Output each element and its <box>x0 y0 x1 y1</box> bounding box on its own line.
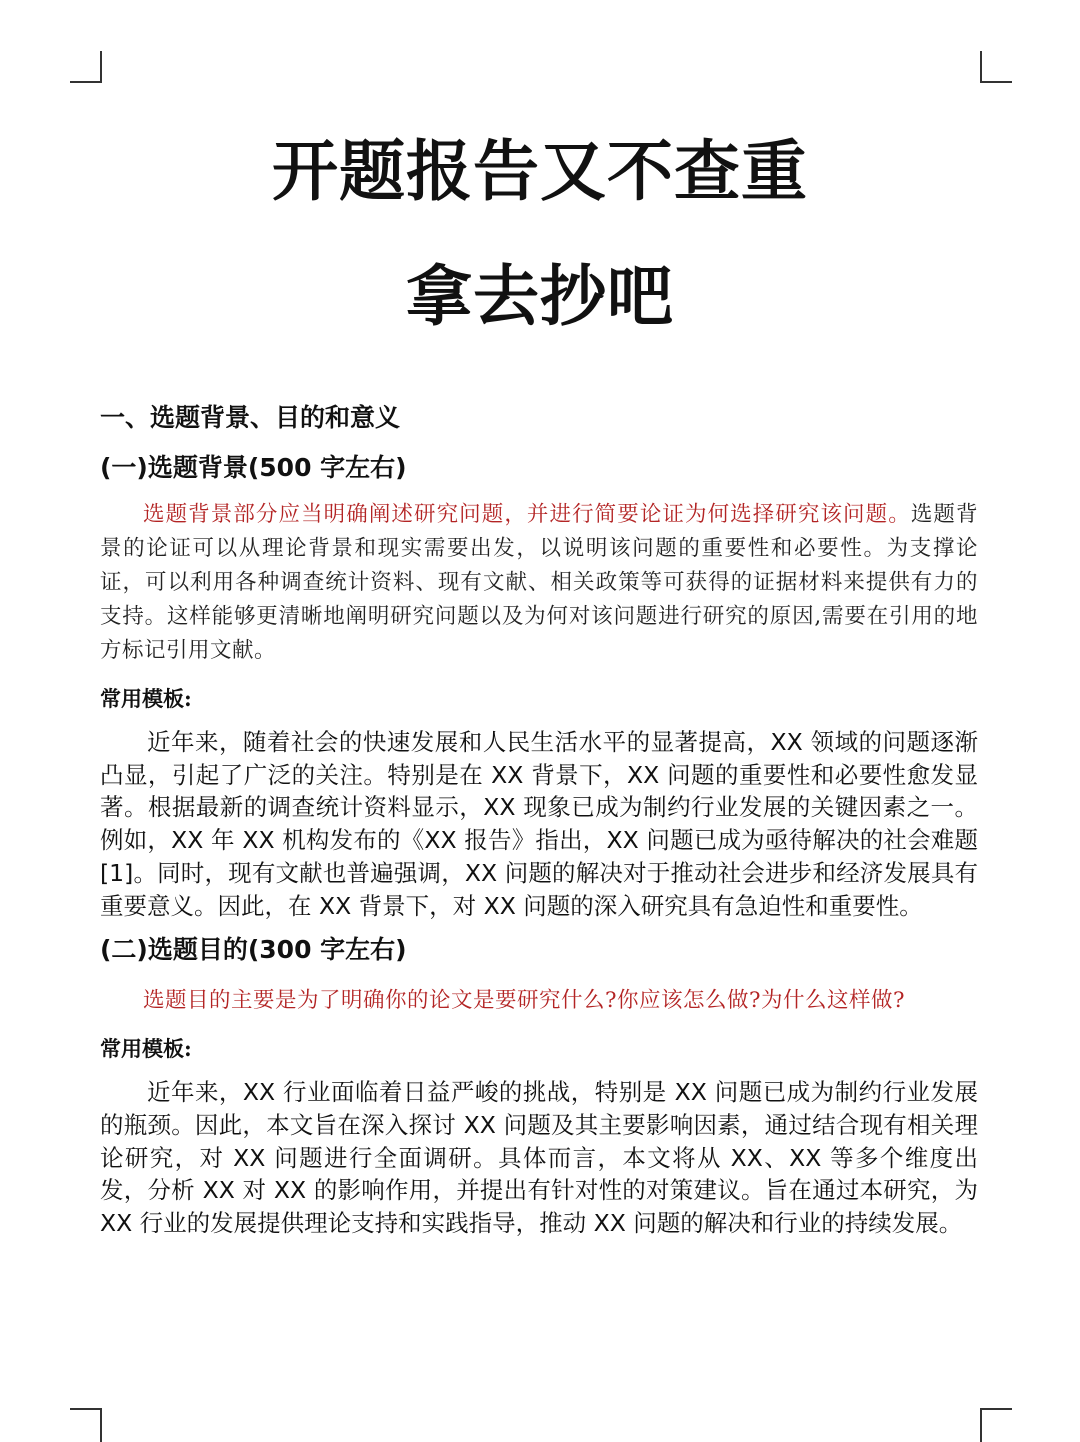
page-corner-mark-bottom-right <box>980 1408 1012 1442</box>
background-heading: (一)选题背景(500 字左右) <box>100 453 407 482</box>
page-corner-mark-top-left <box>70 51 102 83</box>
background-template-label: 常用模板: <box>100 686 192 711</box>
document-body <box>100 398 978 1240</box>
purpose-guide-paragraph <box>100 984 978 1018</box>
purpose-guide-highlight: 选题目的主要是为了明确你的论文是要研究什么?你应该怎么做?为什么这样做? <box>143 988 906 1014</box>
background-template-text: 近年来，随着社会的快速发展和人民生活水平的显著提高，XX 领域的问题逐渐凸显，引起了广泛的关注。特别是在 XX 背景下，XX 问题的重要性和必要性愈发显著。根据最新的调查统计资料显示，XX 现象已成为制约行业发展的关键因素之一。例如，XX 年 XX 机构发布的《XX 报告》指出，XX 问题已成为亟待解决的社会难题[1]。同时，现有文献也普遍强调，XX 问题的解决对于推动社会进步和经济发展具有重要意义。因此，在 XX 背景下，对 XX 问题的深入研究具有急迫性和重要性。 <box>100 728 978 920</box>
purpose-template-text: 近年来，XX 行业面临着日益严峻的挑战，特别是 XX 问题已成为制约行业发展的瓶颈。因此，本文旨在深入探讨 XX 问题及其主要影响因素，通过结合现有相关理论研究，对 XX 问题进行全面调研。具体而言，本文将从 XX、XX 等多个维度出发，分析 XX 对 XX 的影响作用，并提出有针对性的对策建议。旨在通过本研究，为 XX 行业的发展提供理论支持和实践指导，推动 XX 问题的解决和行业的持续发展。 <box>100 1078 978 1238</box>
page-title-line2: 拿去抄吧 <box>406 258 674 335</box>
background-guide-text: 选题背景的论证可以从理论背景和现实需要出发，以说明该问题的重要性和必要性。为支撑论证，可以利用各种调查统计资料、现有文献、相关政策等可获得的证据材料来提供有力的支持。这样能够更清晰地阐明研究问题以及为何对该问题进行研究的原因,需要在引用的地方标记引用文献。 <box>100 502 978 663</box>
purpose-template-label: 常用模板: <box>100 1036 192 1062</box>
page-corner-mark-top-right <box>980 51 1012 83</box>
background-guide-paragraph <box>100 498 978 668</box>
background-guide-highlight: 选题背景部分应当明确阐述研究问题，并进行简要论证为何选择研究该问题。 <box>143 502 911 527</box>
section-heading: 一、选题背景、目的和意义 <box>100 403 401 432</box>
page-title-line1: 开题报告又不查重 <box>272 133 808 210</box>
page-corner-mark-bottom-left <box>70 1408 102 1442</box>
purpose-heading: (二)选题目的(300 字左右) <box>100 935 407 965</box>
